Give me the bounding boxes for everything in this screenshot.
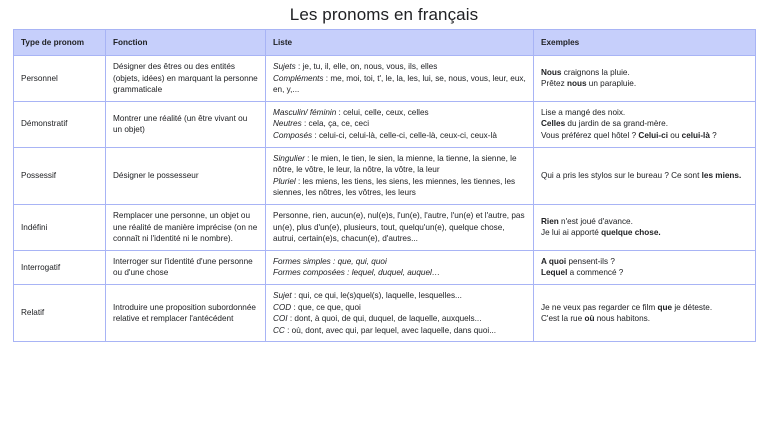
list-line-label: Singulier [273,153,305,163]
example-line: Lequel a commencé ? [541,268,624,278]
list-line: Sujets : je, tu, il, elle, on, nous, vous, ils, elles [273,62,438,71]
example-line: Je lui ai apporté quelque chose. [541,228,661,238]
column-header-liste: Liste [266,30,534,56]
table-header [14,30,756,56]
example-highlight: nous [566,79,587,89]
list-line: Formes simples : que, qui, quoi [273,256,387,266]
cell-pronoun-type: Indéfini [14,204,106,250]
cell-list [266,204,534,250]
example-line: Nous craignons la pluie. [541,67,630,77]
page-title: Les pronoms en français [289,5,479,24]
cell-pronoun-type: Personnel [14,56,106,102]
cell-list [266,56,534,102]
example-highlight: Celui-ci [638,130,668,140]
list-line-label: Compléments [273,73,324,83]
example-highlight: A quoi [541,256,567,266]
example-line: Celles du jardin de sa grand-mère. [541,119,668,129]
pronouns-table-container [13,29,755,342]
list-line: Formes composées : lequel, duquel, auquel… [273,268,441,278]
cell-examples [534,147,756,204]
example-highlight: Rien [541,216,559,226]
example-highlight: où [584,314,595,324]
list-line-label: CC [273,325,285,335]
list-line: Masculin/ féminin : celui, celle, ceux, celles [273,107,429,117]
table-row [14,284,756,341]
table-header-row [14,30,756,56]
example-line: Je ne veux pas regarder ce film que je déteste. [541,302,713,312]
example-highlight: quelque chose. [601,228,661,238]
list-line: Composés : celui-ci, celui-là, celle-ci, celle-là, ceux-ci, ceux-là [273,130,497,140]
column-header-exemples: Exemples [534,30,756,56]
cell-function: Désigner des êtres ou des entités (objets, idées) en marquant la personne grammaticale [106,56,266,102]
column-header-type: Type de pronom [14,30,106,56]
list-line-label: Neutres [273,119,302,129]
list-line: Pluriel : les miens, les tiens, les siens, les miennes, les tiennes, les siennes, les nôtres, les vôtres, les leurs [273,176,516,198]
example-highlight: Lequel [541,268,568,278]
cell-examples [534,56,756,102]
table-row [14,204,756,250]
cell-list [266,101,534,147]
cell-function: Désigner le possesseur [106,147,266,204]
cell-function: Remplacer une personne, un objet ou une réalité de manière imprécise (on ne connaît ni l'identité ni le nombre). [106,204,266,250]
cell-list [266,284,534,341]
cell-examples [534,284,756,341]
example-line: Prêtez nous un parapluie. [541,79,637,89]
example-line: Rien n'est joué d'avance. [541,216,633,226]
cell-function: Interroger sur l'identité d'une personne ou d'une chose [106,250,266,284]
list-line-label: Masculin/ féminin [273,107,337,117]
list-line: COD : que, ce que, quoi [273,302,361,312]
column-header-fonction: Fonction [106,30,266,56]
cell-function: Introduire une proposition subordonnée relative et remplacer l'antécédent [106,284,266,341]
example-highlight: les miens. [701,170,742,180]
example-line: A quoi pensent-ils ? [541,256,615,266]
table-row [14,147,756,204]
cell-pronoun-type: Interrogatif [14,250,106,284]
example-highlight: celui-là [681,130,710,140]
cell-examples [534,250,756,284]
list-line: Compléments : me, moi, toi, t', le, la, les, lui, se, nous, vous, leur, eux, en, y,... [273,73,526,95]
example-highlight: Celles [541,119,566,129]
cell-examples [534,101,756,147]
table-row [14,250,756,284]
cell-pronoun-type: Relatif [14,284,106,341]
pronouns-table [13,29,756,342]
cell-examples [534,204,756,250]
cell-list [266,147,534,204]
example-line: C'est la rue où nous habitons. [541,314,650,324]
list-line-label: Pluriel [273,176,296,186]
cell-pronoun-type: Démonstratif [14,101,106,147]
list-line: Singulier : le mien, le tien, le sien, la mienne, la tienne, la sienne, le nôtre, le vôtre, le leur, la nôtre, la vôtre, la leur [273,153,517,175]
list-line: Sujet : qui, ce qui, le(s)quel(s), laquelle, lesquelles... [273,290,462,300]
table-body [14,56,756,342]
cell-function: Montrer une réalité (un être vivant ou un objet) [106,101,266,147]
table-row [14,101,756,147]
cell-pronoun-type: Possessif [14,147,106,204]
example-line: Qui a pris les stylos sur le bureau ? Ce sont les miens. [541,170,742,180]
example-line: Vous préférez quel hôtel ? Celui-ci ou celui-là ? [541,130,717,140]
example-highlight: que [657,302,673,312]
cell-list [266,250,534,284]
list-line-label: COI [273,314,288,324]
list-line-label: Sujets [273,62,296,71]
example-highlight: Nous [541,67,562,77]
example-line: Lise a mangé des noix. [541,107,626,117]
table-row [14,56,756,102]
list-line-label: COD [273,302,292,312]
list-line: CC : où, dont, avec qui, par lequel, avec laquelle, dans quoi... [273,325,497,335]
list-line: COI : dont, à quoi, de qui, duquel, de laquelle, auxquels... [273,314,482,324]
list-line: Personne, rien, aucun(e), nul(e)s, l'un(e), l'autre, l'un(e) et l'autre, pas un(e), plus d'un(e), plusieurs, tout, quelqu'un(e), quelque chose, autrui, certain(e)s, chacun(e), d'autres... [273,210,525,244]
list-line-label: Sujet [273,290,292,300]
list-line: Neutres : cela, ça, ce, ceci [273,119,370,129]
list-line-label: Composés [273,130,313,140]
